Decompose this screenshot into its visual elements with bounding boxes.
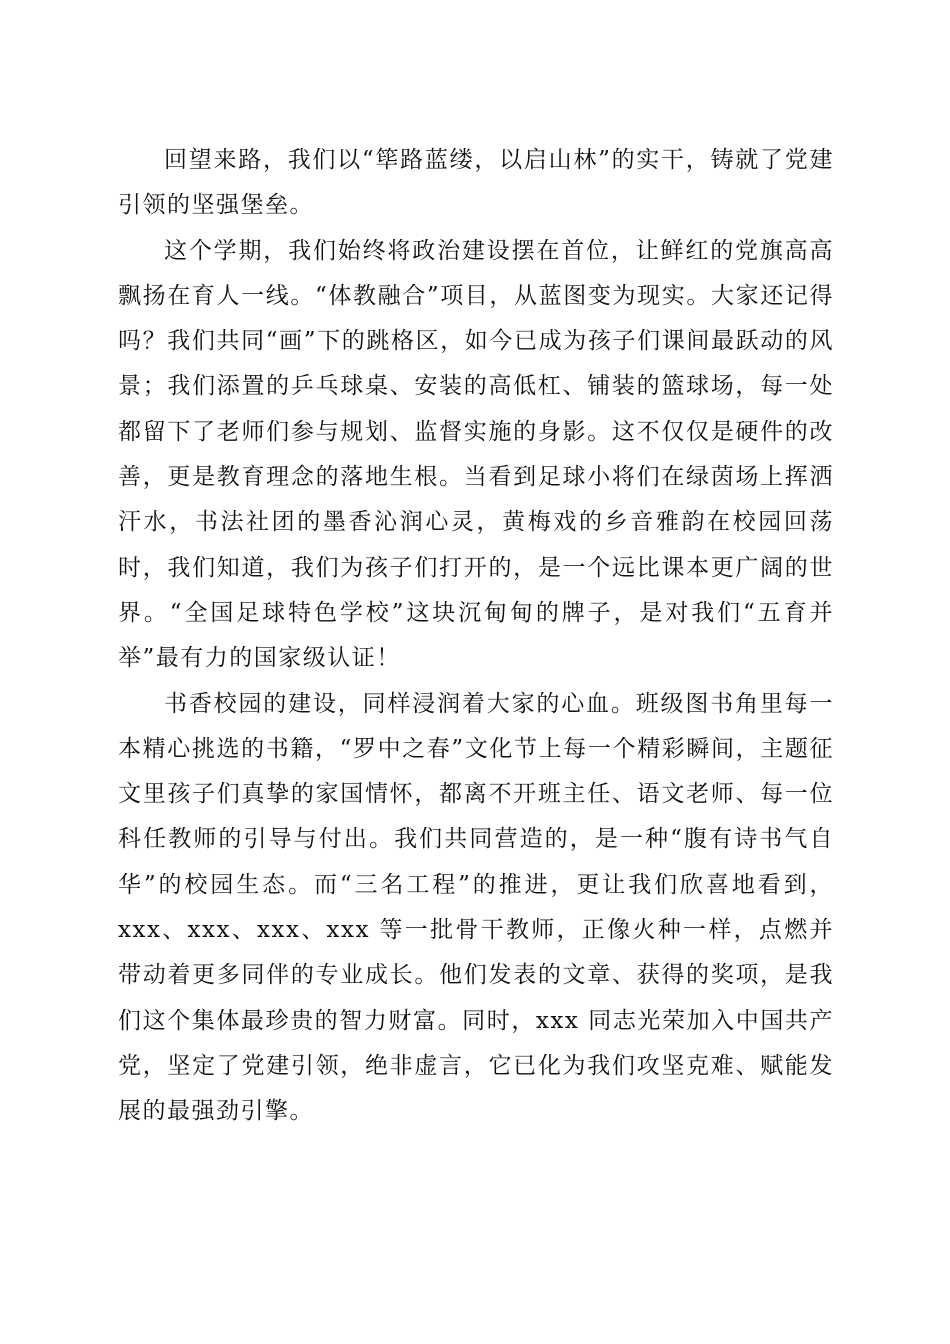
- paragraph-1: 回望来路，我们以“筚路蓝缕，以启山林”的实干，铸就了党建引领的坚强堡垒。: [118, 147, 834, 219]
- paragraph-3: 书香校园的建设，同样浸润着大家的心血。班级图书角里每一本精心挑选的书籍，“罗中之春”文化节上每一个精彩瞬间，主题征文里孩子们真挚的家国情怀，都离不开班主任、语文老师、每一位科任教师的引导与付出。我们共同营造的，是一种“腹有诗书气自华”的校园生态。而“三名工程”的推进，更让我们欣喜地看到，xxx、xxx、xxx、xxx 等一批骨干教师，正像火种一样，点燃并带动着更多同伴的专业成长。他们发表的文章、获得的奖项，是我们这个集体最珍贵的智力财富。同时，xxx 同志光荣加入中国共产党，坚定了党建引领，绝非虚言，它已化为我们攻坚克难、赋能发展的最强劲引擎。: [118, 690, 834, 1125]
- paragraph-2: 这个学期，我们始终将政治建设摆在首位，让鲜红的党旗高高飘扬在育人一线。“体教融合”项目，从蓝图变为现实。大家还记得吗？我们共同“画”下的跳格区，如今已成为孩子们课间最跃动的风景；我们添置的乒乓球桌、安装的高低杠、铺装的篮球场，每一处都留下了老师们参与规划、监督实施的身影。这不仅仅是硬件的改善，更是教育理念的落地生根。当看到足球小将们在绿茵场上挥洒汗水，书法社团的墨香沁润心灵，黄梅戏的乡音雅韵在校园回荡时，我们知道，我们为孩子们打开的，是一个远比课本更广阔的世界。“全国足球特色学校”这块沉甸甸的牌子，是对我们“五育并举”最有力的国家级认证！: [118, 237, 834, 672]
- body-text: [118, 138, 834, 1135]
